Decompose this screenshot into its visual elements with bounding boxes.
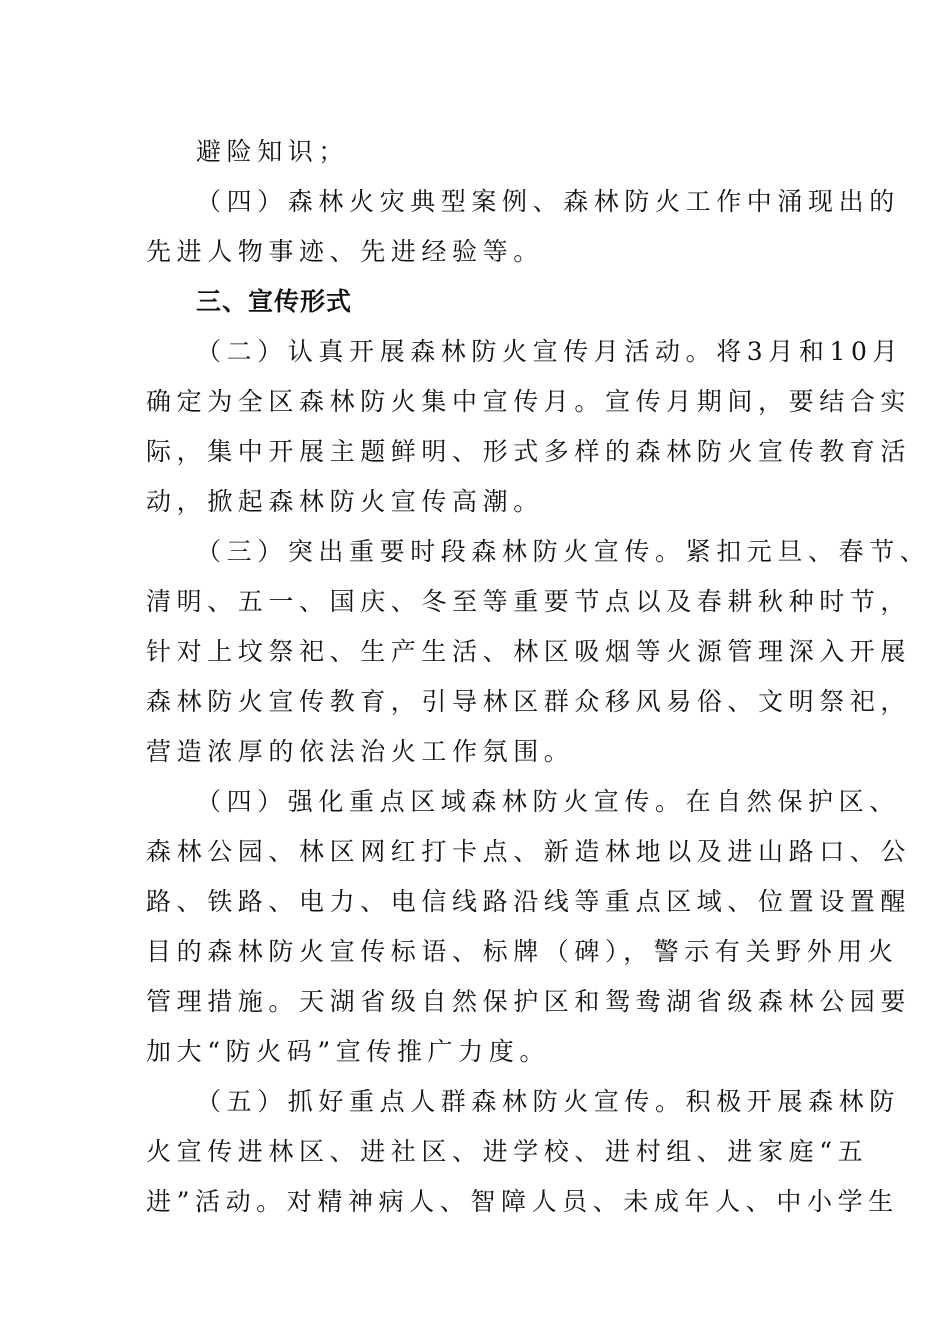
section-heading: 三、宣传形式	[196, 287, 353, 316]
text-line: 路、铁路、电力、电信线路沿线等重点区域、位置设置醒	[146, 887, 912, 916]
text-line: 进”活动。对精神病人、智障人员、未成年人、中小学生	[146, 1187, 899, 1216]
text-line: 动，掀起森林防火宣传高潮。	[146, 487, 544, 516]
text-line: 森林防火宣传教育，引导林区群众移风易俗、文明祭祀，	[146, 687, 912, 716]
text-line: （五）抓好重点人群森林防火宣传。积极开展森林防	[196, 1087, 900, 1116]
text-line: 针对上坟祭祀、生产生活、林区吸烟等火源管理深入开展	[146, 637, 912, 666]
text-line: （四）强化重点区域森林防火宣传。在自然保护区、	[196, 787, 900, 816]
text-line: （四）森林火灾典型案例、森林防火工作中涌现出的	[196, 187, 900, 216]
text-line: （二）认真开展森林防火宣传月活动。将3月和10月	[196, 337, 904, 366]
text-line: 森林公园、林区网红打卡点、新造林地以及进山路口、公	[146, 837, 912, 866]
text-line: 目的森林防火宣传标语、标牌（碑），警示有关野外用火	[146, 937, 899, 966]
text-line: 营造浓厚的依法治火工作氛围。	[146, 737, 575, 766]
text-line: 清明、五一、国庆、冬至等重要节点以及春耕秋种时节，	[146, 587, 912, 616]
text-line: 避险知识；	[196, 137, 350, 166]
text-line: 确定为全区森林防火集中宣传月。宣传月期间，要结合实	[146, 387, 912, 416]
text-line: 加大“防火码”宣传推广力度。	[146, 1037, 550, 1066]
text-line: 际，集中开展主题鲜明、形式多样的森林防火宣传教育活	[146, 437, 912, 466]
text-line: 火宣传进林区、进社区、进学校、进村组、进家庭“五	[146, 1137, 869, 1166]
text-line: 管理措施。天湖省级自然保护区和鸳鸯湖省级森林公园要	[146, 987, 912, 1016]
text-line: （三）突出重要时段森林防火宣传。紧扣元旦、春节、	[196, 537, 931, 566]
text-line: 先进人物事迹、先进经验等。	[146, 237, 544, 266]
